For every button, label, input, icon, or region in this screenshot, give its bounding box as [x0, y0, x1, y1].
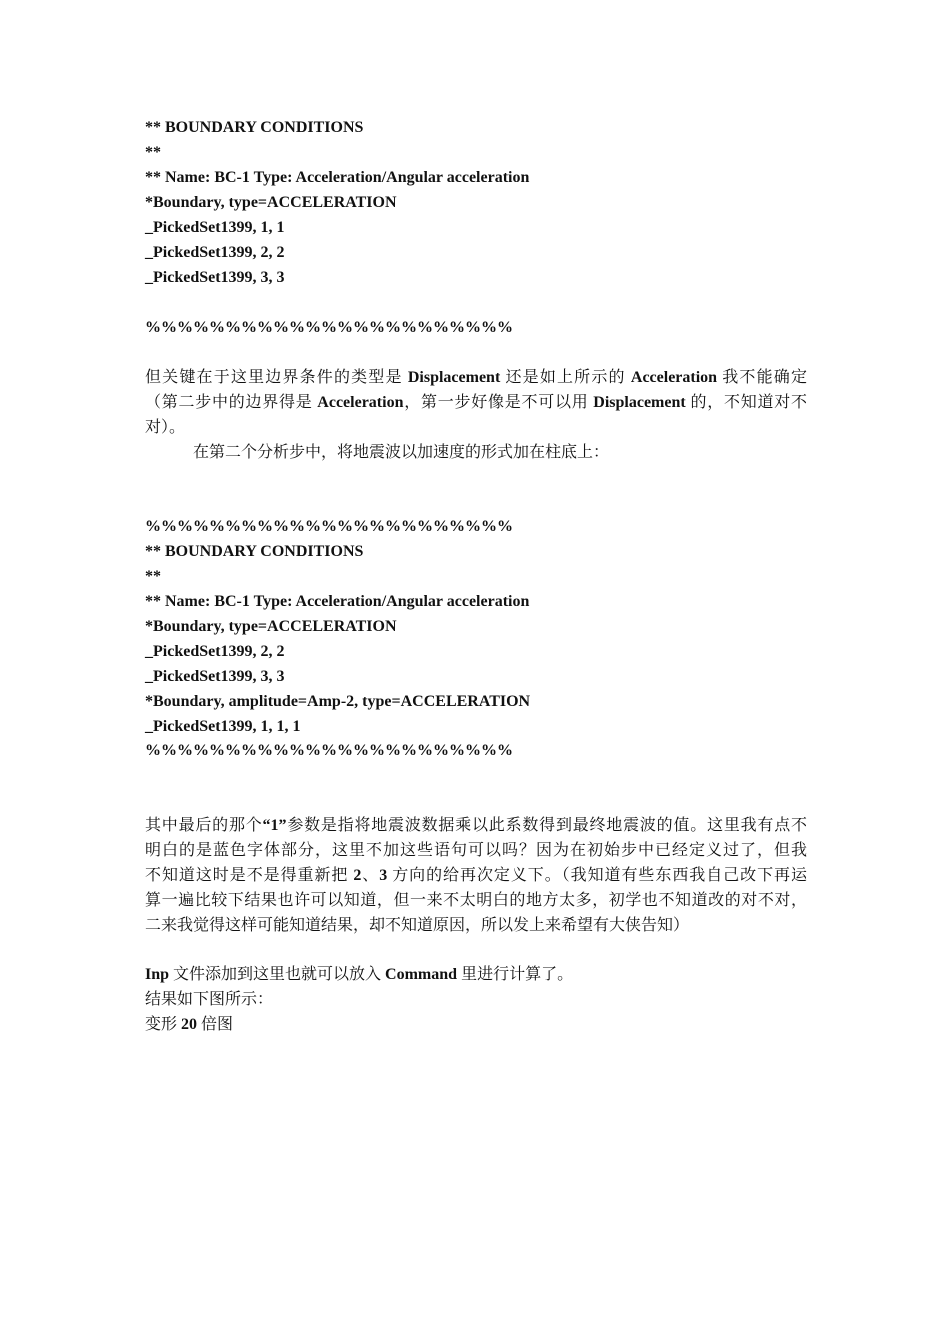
paragraph-line: [145, 816, 807, 836]
bold-run: Acceleration: [630, 369, 718, 386]
bold-run: Acceleration: [317, 394, 404, 411]
paragraph-line: [145, 393, 807, 413]
paragraph-line: 算一遍比较下结果也许可以知道，但一来不太明白的地方太多，初学也不知道改的对不对，: [145, 892, 807, 909]
bold-run: Inp: [145, 966, 170, 983]
paragraph-line: [145, 368, 807, 388]
bold-run: Displacement: [407, 369, 501, 386]
paragraph-line: 对）。: [145, 419, 186, 436]
separator-line: %%%%%%%%%%%%%%%%%%%%%%%: [145, 742, 513, 759]
paragraph-line: [145, 1015, 233, 1035]
code-line: *Boundary, amplitude=Amp-2, type=ACCELERATION: [145, 693, 531, 710]
text-run: 不知道这时是不是得重新把: [145, 867, 354, 884]
code-line: *Boundary, type=ACCELERATION: [145, 194, 397, 211]
code-line: _PickedSet1399, 2, 2: [145, 643, 285, 660]
text-run: 变形: [145, 1016, 182, 1033]
code-line: ** Name: BC-1 Type: Acceleration/Angular acceleration: [145, 593, 530, 610]
bold-run: “1”: [262, 817, 287, 834]
text-run: 的，不知道对不: [685, 394, 807, 411]
bold-run: 3: [379, 867, 388, 884]
paragraph-line: [145, 965, 573, 985]
text-run: ，第一步好像是不可以用: [403, 394, 594, 411]
paragraph-line: 二来我觉得这样可能知道结果，却不知道原因，所以发上来希望有大侠告知）: [145, 917, 690, 934]
code-line: _PickedSet1399, 3, 3: [145, 668, 285, 685]
code-line: _PickedSet1399, 3, 3: [145, 269, 285, 286]
bold-run: 20: [181, 1016, 198, 1033]
bold-run: 2: [353, 867, 362, 884]
paragraph-line: 结果如下图所示：: [145, 991, 274, 1008]
text-run: 文件添加到这里也就可以放入: [169, 966, 386, 983]
code-line: ** BOUNDARY CONDITIONS: [145, 119, 364, 136]
text-run: 倍图: [197, 1016, 234, 1033]
code-line: ** Name: BC-1 Type: Acceleration/Angular acceleration: [145, 169, 530, 186]
separator-line: %%%%%%%%%%%%%%%%%%%%%%%: [145, 518, 513, 535]
code-line: _PickedSet1399, 2, 2: [145, 244, 285, 261]
code-line: *Boundary, type=ACCELERATION: [145, 618, 397, 635]
code-line: _PickedSet1399, 1, 1, 1: [145, 718, 301, 735]
text-run: 还是如上所示的: [500, 369, 631, 386]
code-line: **: [145, 568, 161, 585]
text-run: 我不能确定: [717, 369, 807, 386]
text-run: 但关键在于这里边界条件的类型是: [145, 369, 408, 386]
text-run: 方向的给再次定义下。（我知道有些东西我自己改下再运: [387, 867, 807, 884]
text-run: 其中最后的那个: [145, 817, 263, 834]
text-run: （第二步中的边界得是: [145, 394, 318, 411]
text-run: 里进行计算了。: [457, 966, 574, 983]
paragraph-line: 在第二个分析步中，将地震波以加速度的形式加在柱底上：: [193, 444, 610, 461]
text-run: 、: [361, 867, 380, 884]
separator-line: %%%%%%%%%%%%%%%%%%%%%%%: [145, 319, 513, 336]
code-line: _PickedSet1399, 1, 1: [145, 219, 285, 236]
text-run: 参数是指将地震波数据乘以此系数得到最终地震波的值。这里我有点不: [286, 817, 807, 834]
code-line: ** BOUNDARY CONDITIONS: [145, 543, 364, 560]
bold-run: Displacement: [593, 394, 686, 411]
code-line: **: [145, 144, 161, 161]
bold-run: Command: [385, 966, 458, 983]
paragraph-line: 明白的是蓝色字体部分，这里不加这些语句可以吗？因为在初始步中已经定义过了，但我: [145, 842, 807, 859]
paragraph-line: [145, 866, 807, 886]
